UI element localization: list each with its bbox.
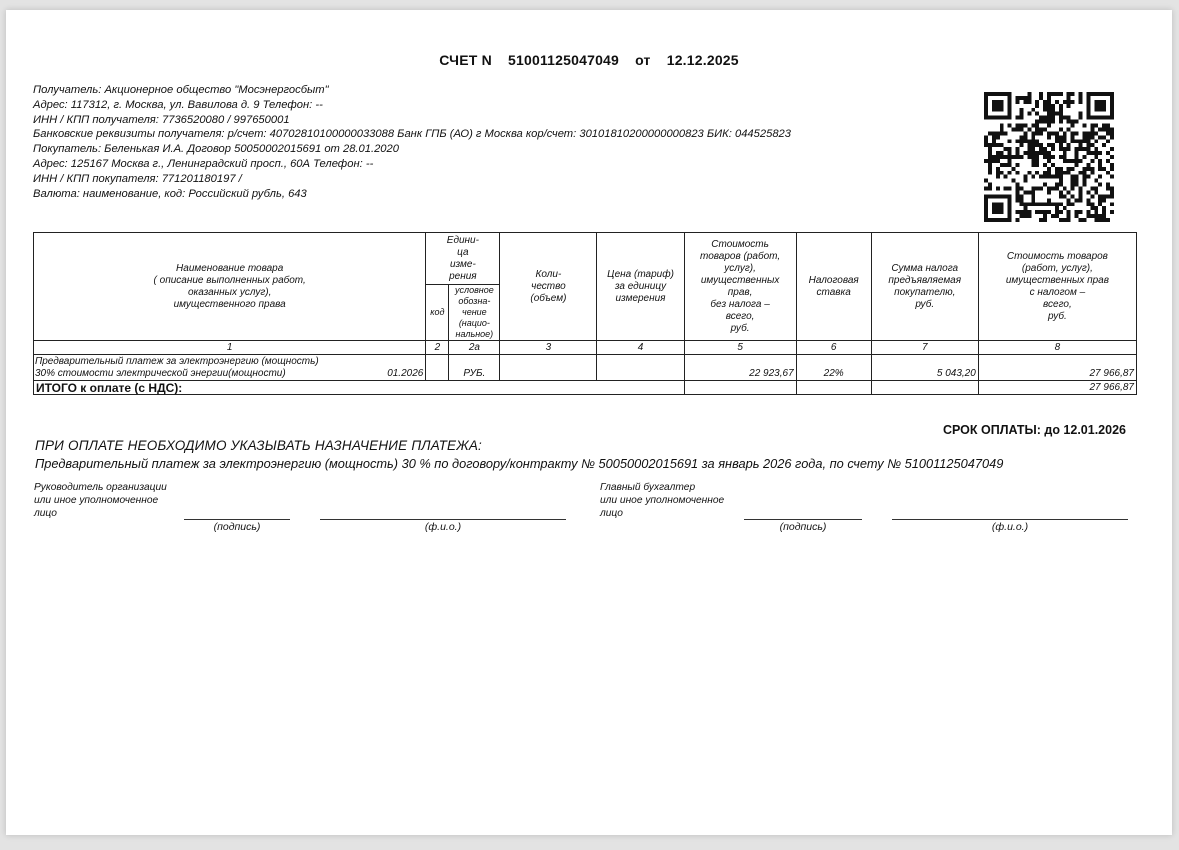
item-rate: 22%: [796, 355, 871, 381]
payment-due: СРОК ОПЛАТЫ: до 12.01.2026: [942, 423, 1126, 437]
header-total: Стоимость товаров (работ, услуг), имущественных прав с налогом – всего, руб.: [978, 233, 1136, 341]
buyer-inn-line: ИНН / КПП покупателя: 771201180197 /: [33, 172, 242, 185]
header-price: Цена (тариф) за единицу измерения: [597, 233, 684, 341]
buyer-line: Покупатель: Беленькая И.А. Договор 50050002015691 от 28.01.2020: [33, 143, 399, 156]
head-signature-label: Руководитель организации или иное уполномоченное лицо: [34, 482, 167, 519]
item-price: [597, 355, 684, 381]
item-total: 27 966,87: [978, 355, 1136, 381]
header-unit: Едини- ца изме- рения: [426, 233, 500, 285]
head-name-line: [320, 519, 566, 520]
invoice-title: [6, 52, 1172, 68]
head-sign-line: [184, 519, 290, 520]
total-tax-cell: [871, 381, 978, 395]
table-row: [34, 355, 1137, 381]
item-qty: [500, 355, 597, 381]
header-cost: Стоимость товаров (работ, услуг), имущественных прав, без налога – всего, руб.: [684, 233, 796, 341]
item-period: 01.2026: [387, 367, 424, 379]
accountant-sign-caption: (подпись): [779, 521, 827, 533]
total-label: ИТОГО к оплате (с НДС):: [34, 381, 685, 395]
requisites-block: [33, 83, 791, 201]
total-rate-cell: [796, 381, 871, 395]
accountant-signature-label: Главный бухгалтер или иное уполномоченное лицо: [600, 482, 725, 519]
recipient-inn-line: ИНН / КПП получателя: 7736520080 / 997650001: [33, 113, 290, 126]
col-number: 4: [597, 341, 684, 355]
accountant-name-caption: (ф.и.о.): [991, 521, 1029, 533]
col-number: 8: [978, 341, 1136, 355]
header-name: Наименование товара ( описание выполненных работ, оказанных услуг), имущественного права: [34, 233, 426, 341]
header-qty: Коли- чество (объем): [500, 233, 597, 341]
col-number: 2а: [449, 341, 500, 355]
header-rate: Налоговая ставка: [796, 233, 871, 341]
bank-details-line: Банковские реквизиты получателя: р/счет: 40702810100000033088 Банк ГПБ (АО) г Москва кор/счет: 30101810200000000823 БИК: 044525823: [33, 128, 791, 141]
invoice-table: [33, 232, 1137, 395]
col-number: 6: [796, 341, 871, 355]
col-number: 7: [871, 341, 978, 355]
col-number: 2: [426, 341, 449, 355]
total-value: 27 966,87: [978, 381, 1136, 395]
qr-code-icon: [984, 92, 1114, 222]
payment-purpose-title: ПРИ ОПЛАТЕ НЕОБХОДИМО УКАЗЫВАТЬ НАЗНАЧЕНИЕ ПЛАТЕЖА:: [35, 438, 482, 453]
buyer-address-line: Адрес: 125167 Москва г., Ленинградский просп., 60А Телефон: --: [33, 157, 374, 170]
title-prefix: СЧЕТ N: [439, 52, 492, 68]
header-tax: Сумма налога предъявляемая покупателю, руб.: [871, 233, 978, 341]
column-numbers-row: [34, 341, 1137, 355]
header-unit-symbol: условное обозна- чение (нацио- нальное): [449, 285, 500, 341]
recipient-line: Получатель: Акционерное общество "Мосэнергосбыт": [33, 84, 329, 96]
col-number: 3: [500, 341, 597, 355]
invoice-date: 12.12.2025: [666, 52, 739, 68]
accountant-sign-line: [744, 519, 862, 520]
invoice-number: 51001125047049: [508, 52, 620, 68]
item-tax: 5 043,20: [871, 355, 978, 381]
head-sign-caption: (подпись): [213, 521, 261, 533]
invoice-sheet: [6, 10, 1172, 835]
currency-line: Валюта: наименование, код: Российский рубль, 643: [33, 187, 307, 200]
item-unit-code: [426, 355, 449, 381]
total-row: [34, 381, 1137, 395]
recipient-address-line: Адрес: 117312, г. Москва, ул. Вавилова д. 9 Телефон: --: [33, 98, 323, 111]
item-cost: 22 923,67: [684, 355, 796, 381]
total-cost-cell: [684, 381, 796, 395]
col-number: 1: [34, 341, 426, 355]
item-description: Предварительный платеж за электроэнергию (мощность) 30% стоимости электрической энергии(мощности) 01.2026: [34, 355, 426, 381]
accountant-name-line: [892, 519, 1128, 520]
col-number: 5: [684, 341, 796, 355]
title-from: от: [635, 52, 651, 68]
head-name-caption: (ф.и.о.): [424, 521, 462, 533]
header-unit-code: код: [426, 285, 449, 341]
item-unit-symbol: РУБ.: [449, 355, 500, 381]
payment-purpose-text: Предварительный платеж за электроэнергию (мощность) 30 % по договору/контракту № 50050002015691 за январь 2026 года, по счету № 51001125047049: [35, 456, 1004, 471]
